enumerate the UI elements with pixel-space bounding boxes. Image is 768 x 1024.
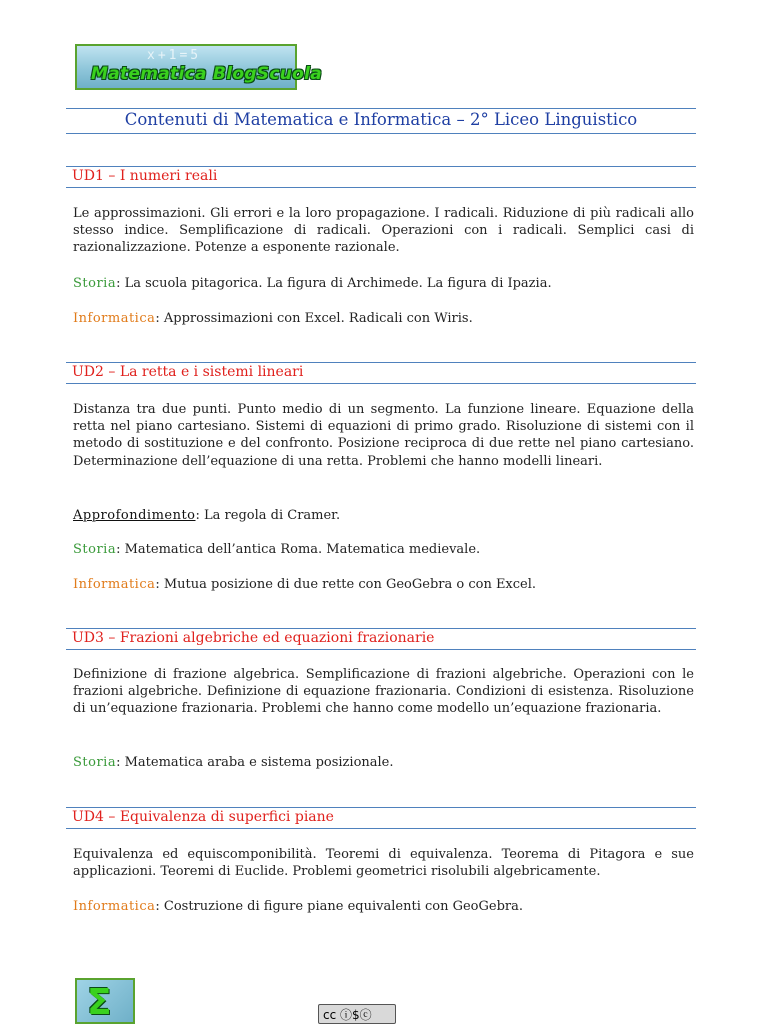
ud4-heading-text: UD4 – Equivalenza di superfici piane <box>72 809 334 825</box>
creative-commons-license-badge[interactable] <box>318 1004 396 1024</box>
ud1-heading <box>66 166 696 188</box>
ud2-approfondimento <box>73 507 340 524</box>
ud4-body: Equivalenza ed equiscomponibilità. Teoremi di equivalenza. Teorema di Pitagora e sue applicazioni. Teoremi di Euclide. Problemi geometrici risolubili algebricamente. <box>73 847 694 880</box>
ud2-storia <box>73 541 480 558</box>
logo-chalk-formula: x+1=5 <box>147 48 202 63</box>
logo-text: Matematica BlogScuola <box>91 64 322 84</box>
ud2-storia-text: : Matematica dell’antica Roma. Matematica medievale. <box>116 542 481 557</box>
informatica-label: Informatica <box>73 899 156 914</box>
ud2-informatica-text: : Mutua posizione di due rette con GeoGebra o con Excel. <box>155 577 537 592</box>
ud2-approfondimento-text: : La regola di Cramer. <box>195 508 341 523</box>
ud2-heading-text: UD2 – La retta e i sistemi lineari <box>72 364 304 380</box>
ud2-informatica <box>73 576 536 593</box>
title-band <box>66 108 696 134</box>
storia-label: Storia <box>73 276 117 291</box>
ud4-informatica-text: : Costruzione di figure piane equivalenti con GeoGebra. <box>155 899 523 914</box>
ud3-storia-text: : Matematica araba e sistema posizionale. <box>116 755 394 770</box>
page-title: Contenuti di Matematica e Informatica – 2° Liceo Linguistico <box>124 110 638 129</box>
informatica-label: Informatica <box>73 311 156 326</box>
ud4-heading <box>66 807 696 829</box>
ud3-body: Definizione di frazione algebrica. Semplificazione di frazioni algebriche. Operazioni con le frazioni algebriche. Definizione di equazione frazionaria. Condizioni di esistenza. Risoluzione di un’equazione frazionaria. Problemi che hanno come modello un’equazione frazionaria. <box>73 667 694 717</box>
storia-label: Storia <box>73 542 117 557</box>
ud1-storia-text: : La scuola pitagorica. La figura di Archimede. La figura di Ipazia. <box>116 276 552 291</box>
footer-logo <box>75 978 135 1024</box>
ud3-heading <box>66 628 696 650</box>
ud2-heading <box>66 362 696 384</box>
informatica-label: Informatica <box>73 577 156 592</box>
ud1-informatica-text: : Approssimazioni con Excel. Radicali con Wiris. <box>155 311 473 326</box>
ud1-heading-text: UD1 – I numeri reali <box>72 168 218 184</box>
ud1-body: Le approssimazioni. Gli errori e la loro propagazione. I radicali. Riduzione di più radicali allo stesso indice. Semplificazione di radicali. Operazioni con i radicali. Semplici casi di razionalizzazione. Potenze a esponente razionale. <box>73 206 694 256</box>
storia-label: Storia <box>73 755 117 770</box>
ud2-body: Distanza tra due punti. Punto medio di un segmento. La funzione lineare. Equazione della retta nel piano cartesiano. Sistemi di equazioni di primo grado. Risoluzione di sistemi con il metodo di sostituzione e del confronto. Posizione reciproca di due rette nel piano cartesiano. Determinazione dell’equazione di una retta. Problemi che hanno modelli lineari. <box>73 402 694 469</box>
ud1-informatica <box>73 310 473 327</box>
ud3-heading-text: UD3 – Frazioni algebriche ed equazioni frazionarie <box>72 630 435 646</box>
ud4-informatica <box>73 898 523 915</box>
ud3-storia <box>73 754 394 771</box>
ud1-storia <box>73 275 552 292</box>
approfondimento-label: Approfondimento <box>73 508 196 523</box>
license-badge-text: cc ⓘ$ⓒ <box>323 1008 372 1022</box>
sigma-icon: Σ <box>87 982 112 1023</box>
blog-logo <box>75 44 322 90</box>
